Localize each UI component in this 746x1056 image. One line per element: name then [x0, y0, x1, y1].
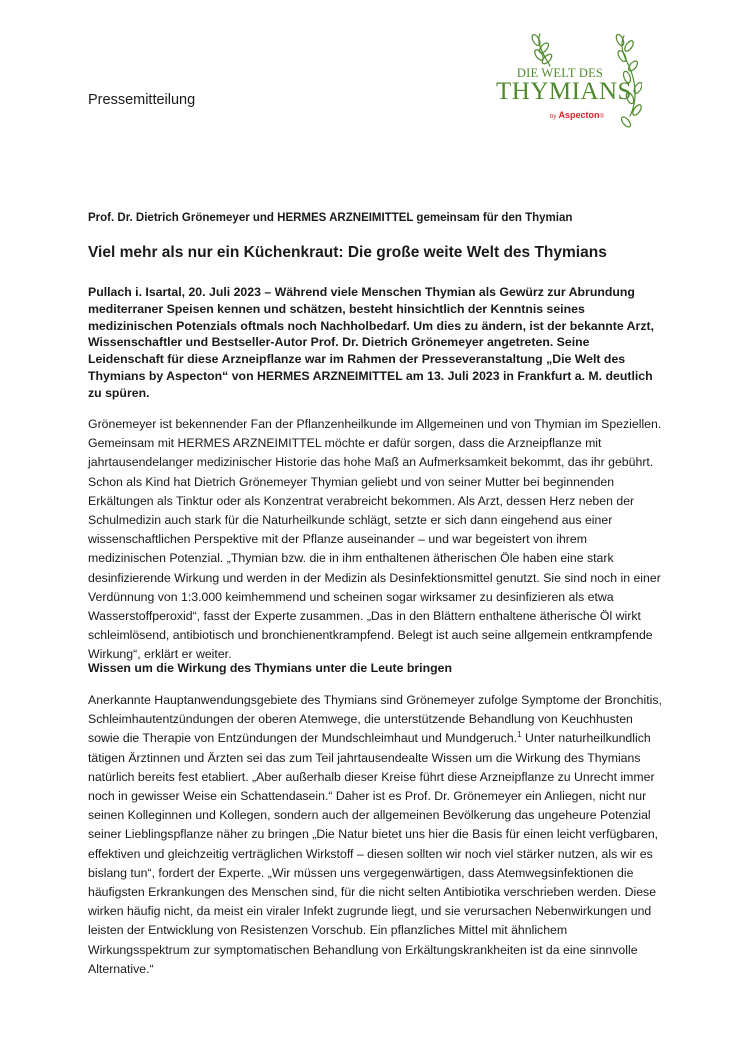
- thymian-logo: [492, 30, 642, 142]
- logo-line-thymians: THYMIANS: [496, 78, 632, 105]
- article-paragraph-1: Grönemeyer ist bekennender Fan der Pflanzenheilkunde im Allgemeinen und von Thymian im Speziellen. Gemeinsam mit HERMES ARZNEIMITTEL möchte er dafür sorgen, dass die Arzneipflanze mit jahrtausendelanger medizinischer Historie das hohe Maß an Aufmerksamkeit bekommt, das ihr gebührt. Schon als Kind hat Dietrich Grönemeyer Thymian geliebt und von seiner Mutter bei beginnenden Erkältungen als Tinktur oder als Konzentrat verabreicht bekommen. Als Arzt, dessen Herz neben der Schulmedizin auch stark für die Naturheilkunde schlägt, setzte er sich dann eingehend aus einer wissenschaftlichen Perspektive mit der Pflanze auseinander – und war begeistert von ihrem medizinischen Potenzial. „Thymian bzw. die in ihm enthaltenen ätherischen Öle haben eine stark desinfizierende Wirkung und werden in der Medizin als Desinfektionsmittel genutzt. Sie sind noch in einer Verdünnung von 1:3.000 keimhemmend und scheinen sogar wirksamer zu desinfizieren als etwa Wasserstoffperoxid“, fasst der Experte zusammen. „Das in den Blättern enthaltene ätherische Öl wirkt schleimlösend, antibiotisch und bronchienentkrampfend. Belegt ist auch seine allgemein entkrampfende Wirkung“, erklärt er weiter.: [88, 417, 662, 662]
- paragraph-2-part-1: Anerkannte Hauptanwendungsgebiete des Thymians sind Grönemeyer zufolge Symptome der Bronchitis, Schleimhautentzündungen der oberen Atemwege, die unterstützende Behandlung von Keuchhusten sowie die Therapie von Entzündungen der Mundschleimhaut und Mundgeruch.: [88, 693, 662, 746]
- logo-brand-mark: ®: [599, 114, 604, 120]
- article-kicker: Prof. Dr. Dietrich Grönemeyer und HERMES ARZNEIMITTEL gemeinsam für den Thymian: [88, 212, 573, 224]
- footnote-reference[interactable]: 1: [517, 730, 522, 740]
- article-headline: Viel mehr als nur ein Küchenkraut: Die große weite Welt des Thymians: [88, 244, 607, 261]
- logo-brand-name: Aspecton: [558, 110, 600, 120]
- article-paragraph-2: [88, 691, 666, 979]
- article-subheading: Wissen um die Wirkung des Thymians unter die Leute bringen: [88, 661, 452, 675]
- paragraph-2-part-2: Unter naturheilkundlich tätigen Ärztinnen und Ärzten sei das zum Teil jahrtausendealte Wissen um die Wirkung des Thymians natürlich bereits fest etabliert. „Aber außerhalb dieser Kreise führt diese Arzneipflanze zu Unrecht immer noch in gewisser Weise ein Schattendasein.“ Daher ist es Prof. Dr. Grönemeyer ein Anliegen, nicht nur seinen Kolleginnen und Kollegen, sondern auch der allgemeinen Bevölkerung das ungeheure Potenzial seiner Lieblingspflanze näher zu bringen „Die Natur bietet uns hier die Basis für einen leicht verfügbaren, effektiven und gleichzeitig verträglichen Wirkstoff – diesen sollten wir noch viel stärker nutzen, als wir es bislang tun“, fordert der Experte. „Wir müssen uns vergegenwärtigen, dass Atemwegsinfektionen die häufigsten Erkrankungen des Menschen sind, für die nicht selten Antibiotika verschrieben werden. Diese wirken häufig nicht, da meist ein viraler Infekt zugrunde liegt, und sie verursachen Nebenwirkungen und leisten der Entwicklung von Resistenzen Vorschub. Ein pflanzliches Mittel mit ähnlichem Wirkungsspektrum zur symptomatischen Behandlung von Erkältungskrankheiten ist da eine sinnvolle Alternative.“: [88, 731, 659, 976]
- logo-line-die-welt-des: DIE WELT DES: [516, 66, 604, 80]
- article-lead-paragraph: Pullach i. Isartal, 20. Juli 2023 – Während viele Menschen Thymian als Gewürz zur Abrundung mediterraner Speisen kennen und schätzen, besteht hinsichtlich der Kenntnis seines medizinischen Potenzials oftmals noch Nachholbedarf. Um dies zu ändern, ist der bekannte Arzt, Wissenschaftler und Bestseller-Autor Prof. Dr. Dietrich Grönemeyer angetreten. Seine Leidenschaft für diese Arzneipflanze war im Rahmen der Presseveranstaltung „Die Welt des Thymians by Aspecton“ von HERMES ARZNEIMITTEL am 13. Juli 2023 in Frankfurt a. M. deutlich zu spüren.: [88, 285, 654, 400]
- document-type-label: Pressemitteilung: [88, 92, 196, 108]
- logo-by-aspecton: [550, 110, 604, 120]
- logo-by-word: by: [550, 114, 557, 120]
